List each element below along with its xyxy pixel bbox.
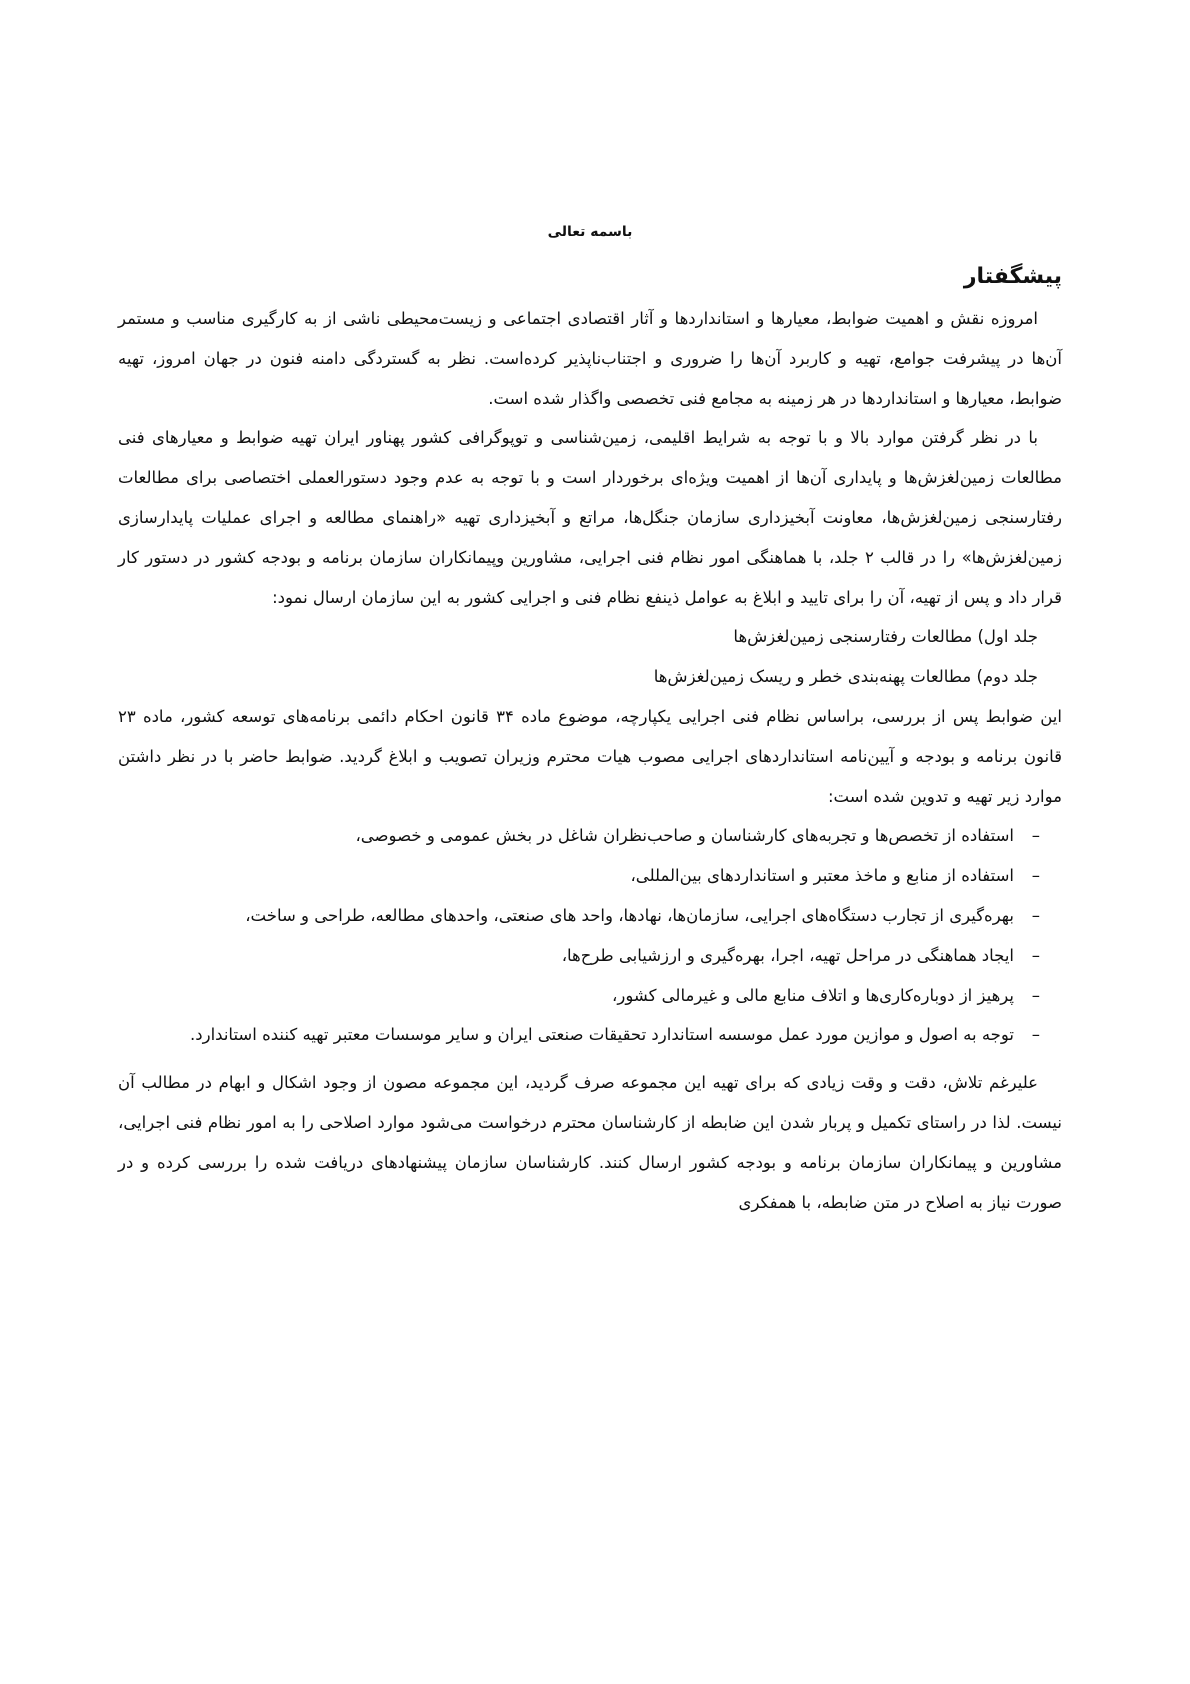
list-item xyxy=(118,856,1062,896)
dash-bullet-icon: – xyxy=(1031,905,1040,925)
criteria-list xyxy=(118,816,1062,1055)
volume-1-item: جلد اول) مطالعات رفتارسنجی زمین‌لغزش‌ها xyxy=(733,627,1038,647)
list-item-text: بهره‌گیری از تجارب دستگاه‌های اجرایی، سازمان‌ها، نهادها، واحد های صنعتی، واحدهای مطالعه، طراحی و ساخت، xyxy=(245,905,1014,925)
list-item xyxy=(118,976,1062,1016)
regulation-paragraph: این ضوابط پس از بررسی، براساس نظام فنی اجرایی یکپارچه، موضوع ماده ۳۴ قانون احکام دائمی برنامه‌های توسعه کشور، ماده ۲۳ قانون برنامه و بودجه و آیین‌نامه استانداردهای اجرایی مصوب هیات محترم وزیران تصویب و ابلاغ گردید. ضوابط حاضر با در نظر داشتن موارد زیر تهیه و تدوین شده است: xyxy=(118,706,1062,806)
closing-paragraph: علیرغم تلاش، دقت و وقت زیادی که برای تهیه این مجموعه صرف گردید، این مجموعه مصون از وجود اشکال و ابهام در مطالب آن نیست. لذا در راستای تکمیل و پربار شدن این ضابطه از کارشناسان محترم درخواست می‌شود موارد اصلاحی را به امور نظام فنی اجرایی، مشاورین و پیمانکاران سازمان برنامه و بودجه کشور ارسال کنند. کارشناسان سازمان پیشنهادهای دریافت شده را بررسی کرده و در صورت نیاز به اصلاح در متن ضابطه، با همفکری xyxy=(118,1073,1062,1212)
dash-bullet-icon: – xyxy=(1031,945,1040,965)
list-item-text: ایجاد هماهنگی در مراحل تهیه، اجرا، بهره‌گیری و ارزشیابی طرح‌ها، xyxy=(561,945,1014,965)
page-content xyxy=(118,215,1062,1222)
list-item-text: استفاده از منابع و ماخذ معتبر و استانداردهای بین‌المللی، xyxy=(630,866,1014,886)
volume-2-item: جلد دوم) مطالعات پهنه‌بندی خطر و ریسک زمین‌لغزش‌ها xyxy=(653,667,1038,687)
list-item-text: استفاده از تخصص‌ها و تجربه‌های کارشناسان و صاحب‌نظران شاغل در بخش عمومی و خصوصی، xyxy=(355,826,1014,846)
list-item-text: توجه به اصول و موازین مورد عمل موسسه استاندارد تحقیقات صنعتی ایران و سایر موسسات معتبر تهیه کننده استاندارد. xyxy=(190,1025,1014,1045)
intro-paragraph-2: با در نظر گرفتن موارد بالا و با توجه به شرایط اقلیمی، زمین‌شناسی و توپوگرافی کشور پهناور ایران تهیه ضوابط و معیارهای فنی مطالعات زمین‌لغزش‌ها و پایداری آن‌ها از اهمیت ویژه‌ای برخوردار است و با توجه به عدم وجود دستورالعملی اختصاصی برای مطالعات رفتارسنجی زمین‌لغزش‌ها، معاونت آبخیزداری سازمان جنگل‌ها، مراتع و آبخیزداری تهیه «راهنمای مطالعه و اجرای عملیات پایدارسازی زمین‌لغزش‌ها» را در قالب ۲ جلد، با هماهنگی امور نظام فنی اجرایی، مشاورین وپیمانکاران سازمان برنامه و بودجه کشور در دستور کار قرار داد و پس از تهیه، آن را برای تایید و ابلاغ به عوامل ذینفع نظام فنی و اجرایی کشور به این سازمان ارسال نمود: xyxy=(118,428,1062,607)
page-title: پیشگفتار xyxy=(963,264,1062,289)
list-item xyxy=(118,816,1062,856)
list-item xyxy=(118,936,1062,976)
bismillah-header: باسمه تعالی xyxy=(547,224,633,240)
list-item xyxy=(118,896,1062,936)
dash-bullet-icon: – xyxy=(1031,826,1040,846)
dash-bullet-icon: – xyxy=(1031,1025,1040,1045)
intro-paragraph-1: امروزه نقش و اهمیت ضوابط، معیارها و استانداردها و آثار اقتصادی اجتماعی و زیست‌محیطی ناشی از به کارگیری مناسب و مستمر آن‌ها در پیشرفت جوامع، تهیه و کاربرد آن‌ها را ضروری و اجتناب‌ناپذیر کرده‌است. نظر به گستردگی دامنه فنون در جهان امروز، تهیه ضوابط، معیارها و استانداردها در هر زمینه به مجامع فنی تخصصی واگذار شده است. xyxy=(118,309,1062,408)
list-item xyxy=(118,1015,1062,1055)
list-item-text: پرهیز از دوباره‌کاری‌ها و اتلاف منابع مالی و غیرمالی کشور، xyxy=(612,985,1014,1005)
dash-bullet-icon: – xyxy=(1031,985,1040,1005)
dash-bullet-icon: – xyxy=(1031,866,1040,886)
